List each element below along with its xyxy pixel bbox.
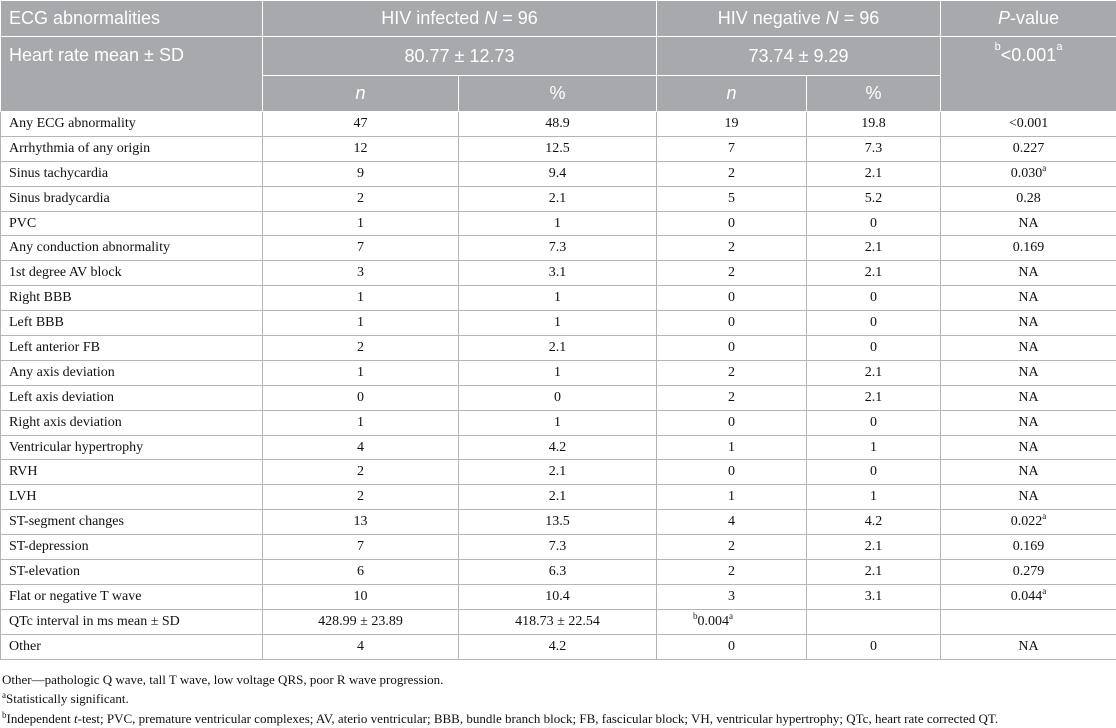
cell-n-infected: 1: [263, 286, 459, 311]
cell-n-negative: 5: [657, 186, 807, 211]
row-label: Left anterior FB: [1, 336, 263, 361]
cell-n-infected: 3: [263, 261, 459, 286]
table-row: [1, 261, 1116, 286]
p-value-text: 0.169: [1012, 539, 1045, 555]
cell-pct-negative: 1: [807, 435, 941, 460]
table-row: [1, 360, 1116, 385]
header-pct-infected: %: [459, 76, 657, 112]
qtc-negative: 418.73 ± 22.54: [459, 609, 657, 634]
table-row: [1, 112, 1116, 137]
cell-n-infected: 2: [263, 460, 459, 485]
cell-n-negative: 0: [657, 286, 807, 311]
cell-pct-negative: 3.1: [807, 584, 941, 609]
cell-n-negative: 19: [657, 112, 807, 137]
p-value-text: 0.044: [1010, 588, 1043, 604]
p-value-text: NA: [1018, 389, 1039, 405]
cell-pct-infected: 1: [459, 311, 657, 336]
cell-n-infected: 1: [263, 410, 459, 435]
footnotes: [0, 660, 1116, 728]
cell-n-infected: 1: [263, 360, 459, 385]
cell-pct-negative: 19.8: [807, 112, 941, 137]
row-label: PVC: [1, 211, 263, 236]
table-row: [1, 236, 1116, 261]
cell-p-value: [941, 560, 1116, 585]
row-label: 1st degree AV block: [1, 261, 263, 286]
cell-p-value: [941, 485, 1116, 510]
cell-p-value: [941, 360, 1116, 385]
cell-pct-negative: 2.1: [807, 560, 941, 585]
cell-n-infected: 4: [263, 634, 459, 659]
row-label: ST-elevation: [1, 560, 263, 585]
cell-p-value: [941, 286, 1116, 311]
header-p-value: P-value: [941, 1, 1116, 37]
table-header: [1, 1, 1116, 112]
cell-pct-infected: 4.2: [459, 634, 657, 659]
cell-pct-infected: 2.1: [459, 460, 657, 485]
cell-n-infected: 7: [263, 535, 459, 560]
cell-pct-negative: 0: [807, 410, 941, 435]
cell-pct-negative: 0: [807, 336, 941, 361]
cell-n-infected: 1: [263, 211, 459, 236]
row-label: Left axis deviation: [1, 385, 263, 410]
cell-n-negative: 0: [657, 460, 807, 485]
table-row-qtc: [1, 609, 1116, 634]
significance-mark: a: [1042, 162, 1047, 173]
table-body: [1, 112, 1116, 660]
row-label: Right BBB: [1, 286, 263, 311]
header-hiv-infected: HIV infected N = 96: [263, 1, 657, 37]
cell-n-infected: 0: [263, 385, 459, 410]
p-value-text: 0.279: [1012, 563, 1045, 579]
cell-n-negative: 2: [657, 261, 807, 286]
cell-pct-infected: 48.9: [459, 112, 657, 137]
header-heart-rate-p: $^b$<0.001$^a$: [941, 37, 1116, 112]
p-value-text: 0.022: [1010, 514, 1043, 530]
row-label: ST-segment changes: [1, 510, 263, 535]
cell-n-negative: 2: [657, 385, 807, 410]
p-value-text: NA: [1018, 290, 1039, 306]
cell-p-value: [941, 311, 1116, 336]
table-row: [1, 410, 1116, 435]
cell-pct-infected: 1: [459, 286, 657, 311]
empty-cell: [807, 609, 941, 634]
cell-n-infected: 47: [263, 112, 459, 137]
cell-n-infected: 4: [263, 435, 459, 460]
cell-pct-infected: 2.1: [459, 485, 657, 510]
cell-n-negative: 2: [657, 535, 807, 560]
cell-pct-negative: 2.1: [807, 161, 941, 186]
cell-n-infected: 10: [263, 584, 459, 609]
cell-n-negative: 1: [657, 485, 807, 510]
cell-pct-negative: 0: [807, 460, 941, 485]
cell-pct-infected: 7.3: [459, 236, 657, 261]
cell-pct-negative: 1: [807, 485, 941, 510]
cell-pct-negative: 5.2: [807, 186, 941, 211]
cell-p-value: [941, 410, 1116, 435]
cell-pct-negative: 2.1: [807, 360, 941, 385]
cell-pct-infected: 10.4: [459, 584, 657, 609]
cell-n-negative: 0: [657, 336, 807, 361]
cell-pct-negative: 0: [807, 286, 941, 311]
cell-n-infected: 1: [263, 311, 459, 336]
cell-p-value: [941, 236, 1116, 261]
cell-n-negative: 2: [657, 236, 807, 261]
cell-p-value: NA: [941, 634, 1116, 659]
cell-pct-negative: 0: [807, 211, 941, 236]
cell-n-negative: 2: [657, 360, 807, 385]
table-row: [1, 311, 1116, 336]
cell-n-negative: 2: [657, 560, 807, 585]
cell-p-value: [941, 112, 1116, 137]
cell-n-infected: 6: [263, 560, 459, 585]
row-label: Other: [1, 634, 263, 659]
table-row: [1, 510, 1116, 535]
p-value-text: NA: [1018, 315, 1039, 331]
header-n-infected: n: [263, 76, 459, 112]
table-row: [1, 161, 1116, 186]
p-value-text: NA: [1018, 364, 1039, 380]
table-row: [1, 535, 1116, 560]
cell-n-negative: 0: [657, 311, 807, 336]
cell-n-negative: 4: [657, 510, 807, 535]
cell-pct-negative: 0: [807, 634, 941, 659]
row-label: Left BBB: [1, 311, 263, 336]
cell-n-negative: 0: [657, 410, 807, 435]
significance-mark: a: [1042, 585, 1047, 596]
p-value-text: <0.001: [1008, 115, 1049, 131]
cell-pct-infected: 1: [459, 360, 657, 385]
table-row: [1, 435, 1116, 460]
cell-n-infected: 2: [263, 186, 459, 211]
p-value-text: NA: [1018, 464, 1039, 480]
qtc-p-value: $^b$0.004$^a$: [657, 609, 807, 634]
table-row: [1, 460, 1116, 485]
p-value-text: NA: [1018, 215, 1039, 231]
cell-pct-negative: 2.1: [807, 261, 941, 286]
row-label: Sinus tachycardia: [1, 161, 263, 186]
cell-pct-negative: 7.3: [807, 136, 941, 161]
cell-pct-infected: 1: [459, 211, 657, 236]
cell-pct-infected: 3.1: [459, 261, 657, 286]
cell-n-negative: 3: [657, 584, 807, 609]
header-hiv-negative: HIV negative N = 96: [657, 1, 941, 37]
significance-mark: a: [1042, 511, 1047, 522]
table-row-other: [1, 634, 1116, 659]
cell-p-value: [941, 510, 1116, 535]
header-n-negative: n: [657, 76, 807, 112]
cell-pct-infected: 12.5: [459, 136, 657, 161]
cell-n-negative: 1: [657, 435, 807, 460]
p-value-text: NA: [1018, 414, 1039, 430]
p-value-text: NA: [1018, 339, 1039, 355]
table-row: [1, 286, 1116, 311]
table-row: [1, 485, 1116, 510]
cell-pct-infected: 0: [459, 385, 657, 410]
row-label: Sinus bradycardia: [1, 186, 263, 211]
table-row: [1, 385, 1116, 410]
cell-p-value: [941, 136, 1116, 161]
row-label: Any axis deviation: [1, 360, 263, 385]
row-label: Right axis deviation: [1, 410, 263, 435]
p-value-text: 0.28: [1016, 190, 1041, 206]
row-label: QTc interval in ms mean ± SD: [1, 609, 263, 634]
cell-pct-infected: 9.4: [459, 161, 657, 186]
empty-cell: [941, 609, 1116, 634]
cell-n-infected: 7: [263, 236, 459, 261]
cell-p-value: [941, 535, 1116, 560]
row-label: Any conduction abnormality: [1, 236, 263, 261]
cell-n-negative: 7: [657, 136, 807, 161]
cell-pct-infected: 2.1: [459, 186, 657, 211]
row-label: Any ECG abnormality: [1, 112, 263, 137]
cell-p-value: [941, 460, 1116, 485]
cell-p-value: [941, 435, 1116, 460]
cell-pct-negative: 0: [807, 311, 941, 336]
cell-pct-infected: 4.2: [459, 435, 657, 460]
cell-pct-negative: 2.1: [807, 236, 941, 261]
header-ecg-abnormalities: ECG abnormalities: [1, 1, 263, 37]
cell-n-infected: 13: [263, 510, 459, 535]
p-value-text: 0.227: [1012, 140, 1045, 156]
cell-p-value: [941, 186, 1116, 211]
cell-pct-infected: 7.3: [459, 535, 657, 560]
table-row: [1, 560, 1116, 585]
cell-p-value: [941, 385, 1116, 410]
cell-n-infected: 2: [263, 485, 459, 510]
p-value-text: NA: [1018, 265, 1039, 281]
row-label: LVH: [1, 485, 263, 510]
cell-pct-infected: 6.3: [459, 560, 657, 585]
header-heart-rate-infected: 80.77 ± 12.73: [263, 37, 657, 76]
cell-n-infected: 2: [263, 336, 459, 361]
cell-n-infected: 12: [263, 136, 459, 161]
header-heart-rate-negative: 73.74 ± 9.29: [657, 37, 941, 76]
cell-pct-negative: 2.1: [807, 385, 941, 410]
cell-p-value: [941, 261, 1116, 286]
table-row: [1, 584, 1116, 609]
cell-p-value: [941, 336, 1116, 361]
table-row: [1, 211, 1116, 236]
row-label: ST-depression: [1, 535, 263, 560]
row-label: Flat or negative T wave: [1, 584, 263, 609]
cell-pct-infected: 2.1: [459, 336, 657, 361]
row-label: Arrhythmia of any origin: [1, 136, 263, 161]
footnote-b: $^b$Independent t-test; PVC, premature ventricular complexes; AV, aterio ventricular; BBB, bundle branch block; FB, fascicular block; VH, ventricular hypertrophy; QTc, heart rate corrected QT.: [2, 709, 999, 726]
cell-p-value: [941, 584, 1116, 609]
row-label: Ventricular hypertrophy: [1, 435, 263, 460]
cell-pct-negative: 2.1: [807, 535, 941, 560]
header-pct-negative: %: [807, 76, 941, 112]
cell-n-negative: 0: [657, 211, 807, 236]
header-heart-rate-label: Heart rate mean ± SD: [1, 37, 263, 112]
cell-pct-infected: 13.5: [459, 510, 657, 535]
table-row: [1, 336, 1116, 361]
qtc-infected: 428.99 ± 23.89: [263, 609, 459, 634]
cell-n-infected: 9: [263, 161, 459, 186]
p-value-text: NA: [1018, 489, 1039, 505]
table-row: [1, 136, 1116, 161]
p-value-text: 0.030: [1010, 165, 1043, 181]
cell-pct-infected: 1: [459, 410, 657, 435]
p-value-text: NA: [1018, 439, 1039, 455]
cell-p-value: [941, 161, 1116, 186]
cell-pct-negative: 4.2: [807, 510, 941, 535]
cell-n-negative: 2: [657, 161, 807, 186]
cell-p-value: [941, 211, 1116, 236]
row-label: RVH: [1, 460, 263, 485]
cell-n-negative: 0: [657, 634, 807, 659]
table-row: [1, 186, 1116, 211]
footnote-other: Other—pathologic Q wave, tall T wave, low voltage QRS, poor R wave progression.: [2, 671, 444, 687]
footnote-a: $^a$Statistically significant.: [2, 690, 129, 707]
p-value-text: 0.169: [1012, 240, 1045, 256]
